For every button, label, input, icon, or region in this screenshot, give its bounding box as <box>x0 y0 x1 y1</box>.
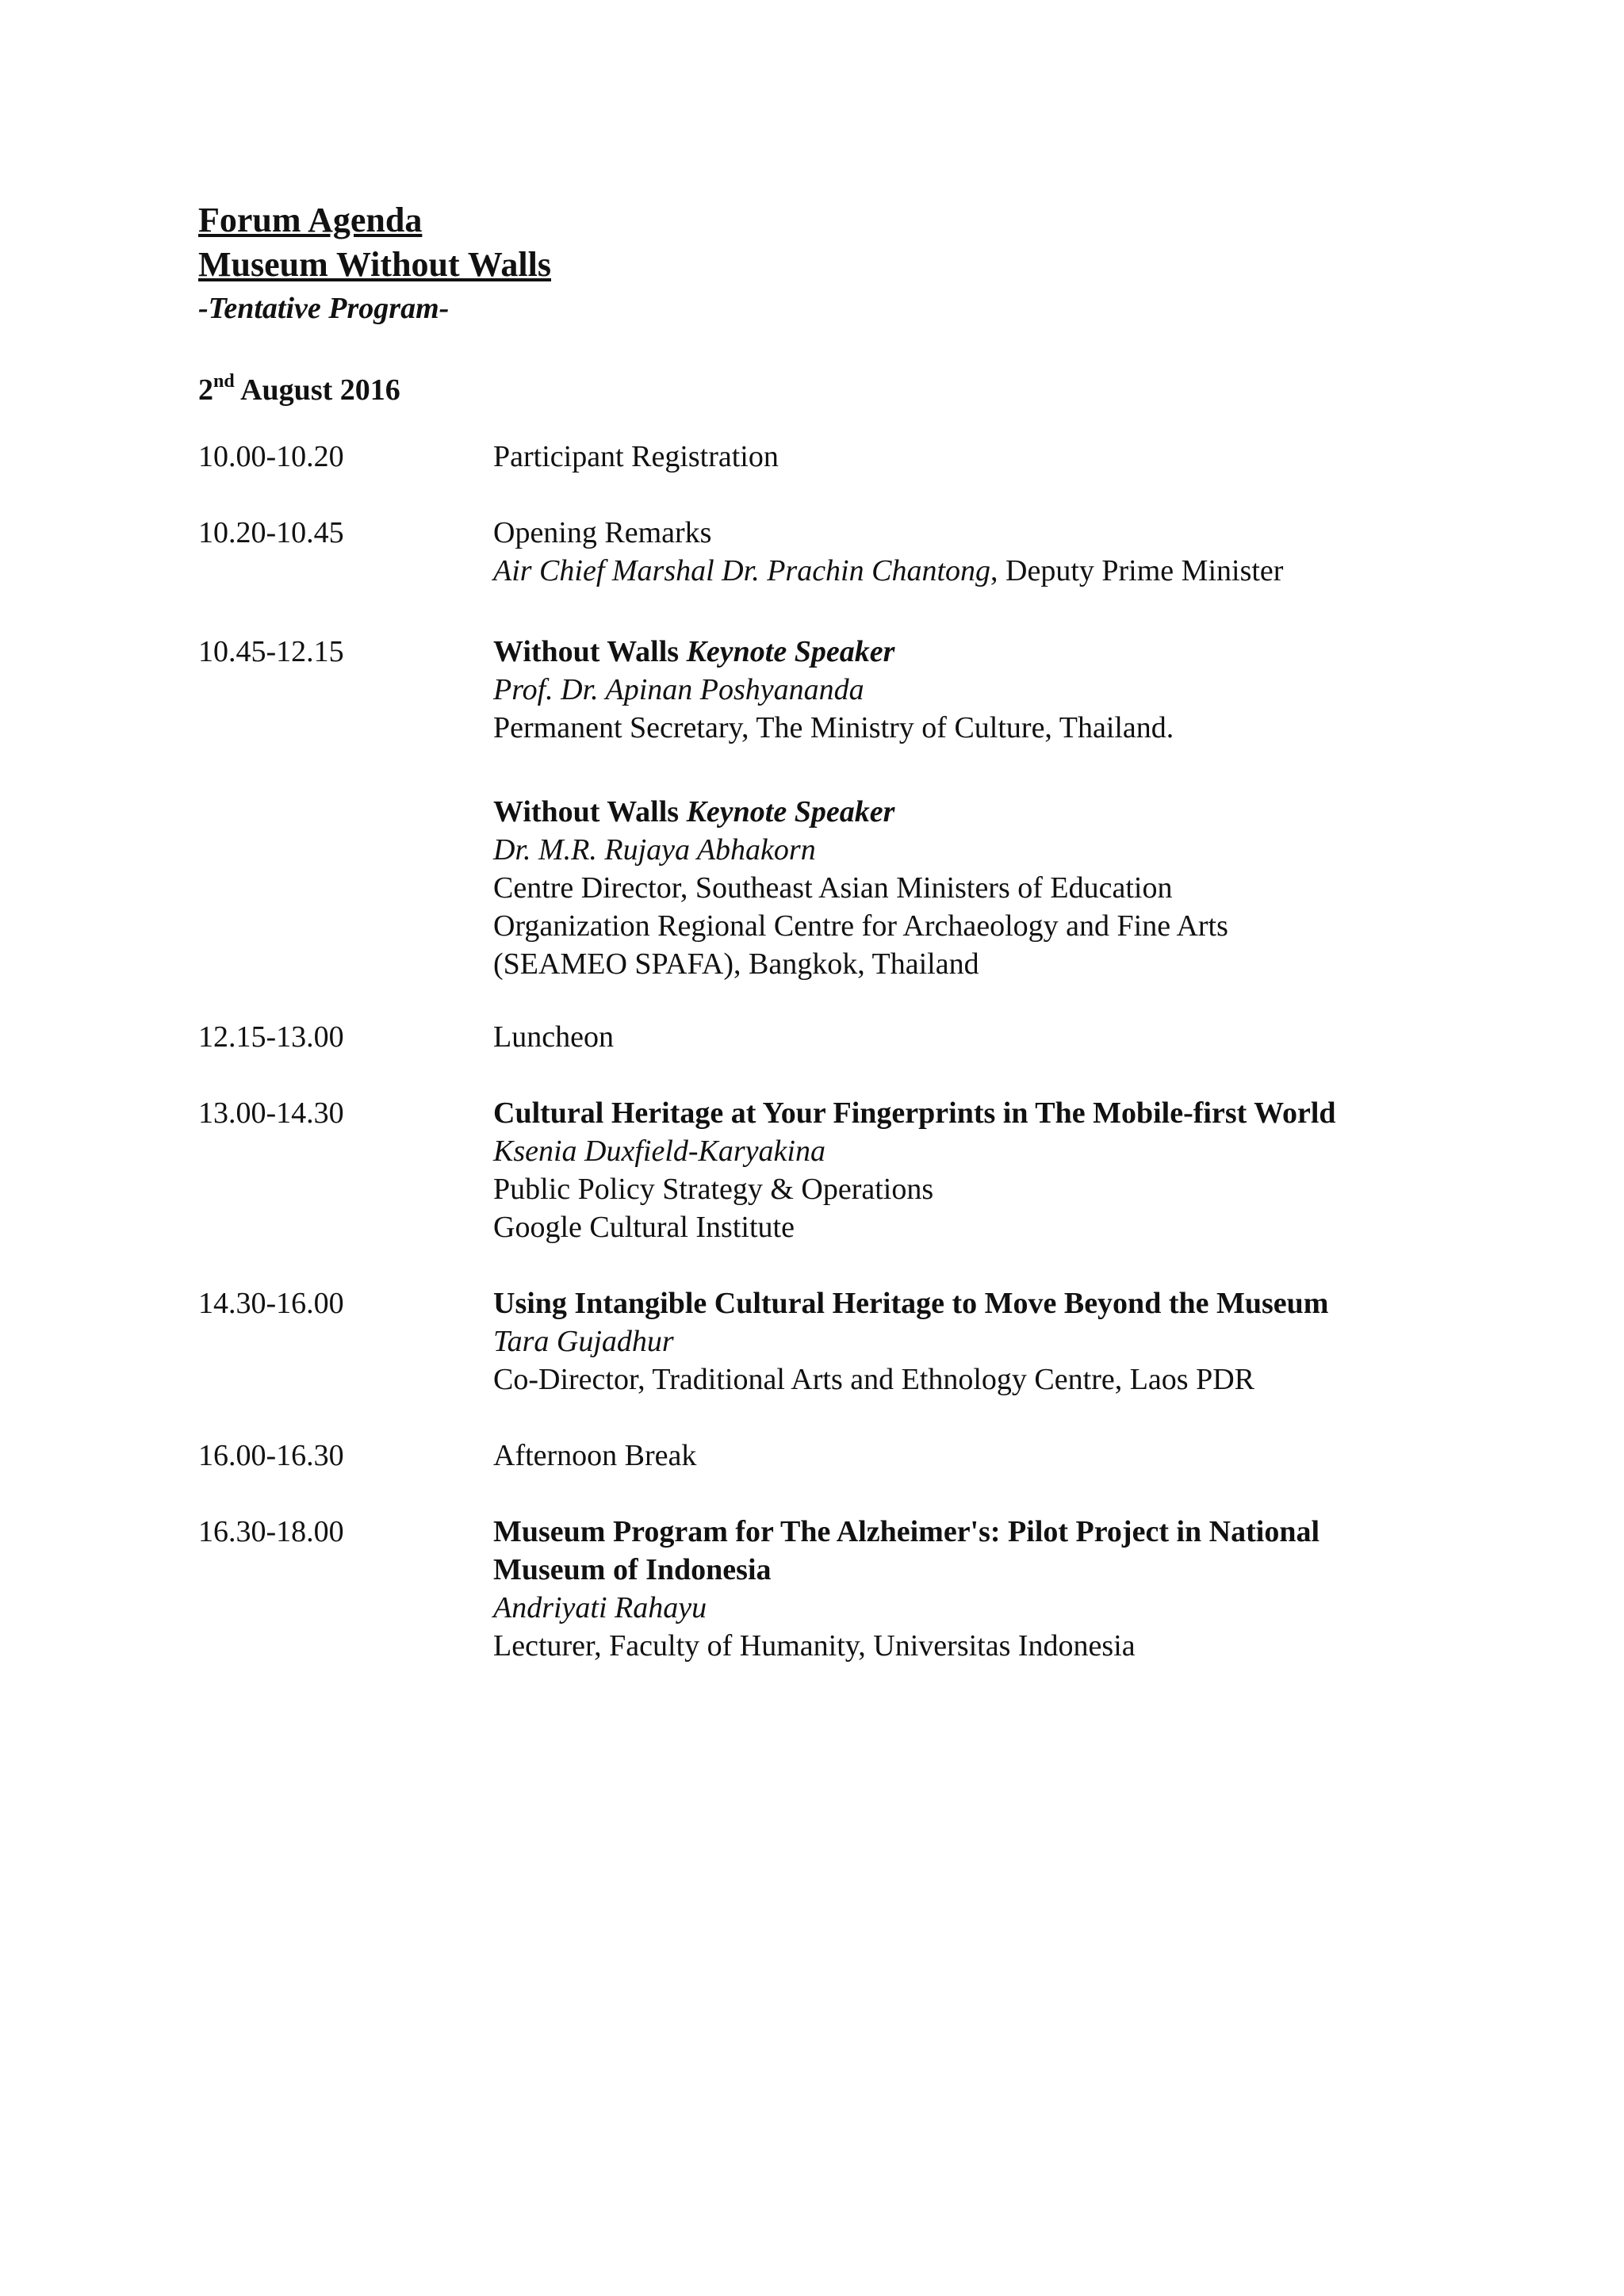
agenda-speaker: Prof. Dr. Apinan Poshyananda <box>493 673 864 706</box>
agenda-title: Museum of Indonesia <box>493 1553 772 1586</box>
date-month-year: August 2016 <box>240 373 400 407</box>
agenda-affiliation: Public Policy Strategy & Operations <box>493 1173 934 1206</box>
agenda-time: 14.30-16.00 <box>198 1287 344 1320</box>
agenda-speaker: Ksenia Duxfield-Karyakina <box>493 1135 825 1168</box>
agenda-affiliation: (SEAMEO SPAFA), Bangkok, Thailand <box>493 947 979 981</box>
agenda-title: Museum Program for The Alzheimer's: Pilot Project in National <box>493 1515 1320 1548</box>
agenda-affiliation: Lecturer, Faculty of Humanity, Universitas Indonesia <box>493 1629 1136 1663</box>
agenda-speaker: Andriyati Rahayu <box>493 1591 707 1624</box>
agenda-title: Using Intangible Cultural Heritage to Move Beyond the Museum <box>493 1287 1329 1320</box>
agenda-time: 10.45-12.15 <box>198 635 344 668</box>
agenda-time: 16.00-16.30 <box>198 1439 344 1472</box>
agenda-affiliation: Permanent Secretary, The Ministry of Culture, Thailand. <box>493 711 1174 744</box>
agenda-time: 13.00-14.30 <box>198 1096 344 1130</box>
agenda-title: Luncheon <box>493 1020 614 1054</box>
agenda-title: Participant Registration <box>493 440 779 473</box>
agenda-title: Afternoon Break <box>493 1439 697 1472</box>
date-suffix: nd <box>213 371 235 392</box>
document-title: Forum Agenda <box>198 201 423 239</box>
event-date <box>198 362 400 410</box>
agenda-affiliation: Google Cultural Institute <box>493 1211 795 1244</box>
agenda-title-bolditalic: Keynote Speaker <box>686 635 895 668</box>
agenda-title: Cultural Heritage at Your Fingerprints in The Mobile-first World <box>493 1096 1336 1130</box>
agenda-time: 12.15-13.00 <box>198 1020 344 1054</box>
agenda-speaker: Tara Gujadhur <box>493 1325 674 1358</box>
agenda-time: 16.30-18.00 <box>198 1515 344 1548</box>
agenda-title-bold: Without Walls <box>493 635 680 668</box>
date-day: 2 <box>198 373 213 407</box>
agenda-title-bolditalic: Keynote Speaker <box>686 795 895 828</box>
event-title: Museum Without Walls <box>198 245 552 284</box>
agenda-speaker: Air Chief Marshal Dr. Prachin Chantong <box>493 554 991 587</box>
program-subtitle: -Tentative Program- <box>198 292 450 325</box>
agenda-speaker-line <box>493 552 1588 590</box>
agenda-time: 10.20-10.45 <box>198 516 344 549</box>
agenda-affiliation: Centre Director, Southeast Asian Ministers of Education <box>493 871 1173 905</box>
agenda-affiliation: Organization Regional Centre for Archaeology and Fine Arts <box>493 909 1228 943</box>
agenda-title <box>493 633 1588 671</box>
agenda-title-bold: Without Walls <box>493 795 680 828</box>
agenda-title <box>493 793 1588 831</box>
agenda-title: Opening Remarks <box>493 516 712 549</box>
agenda-affiliation: Co-Director, Traditional Arts and Ethnology Centre, Laos PDR <box>493 1363 1255 1396</box>
agenda-time: 10.00-10.20 <box>198 440 344 473</box>
agenda-speaker-role: , Deputy Prime Minister <box>990 554 1284 587</box>
agenda-speaker: Dr. M.R. Rujaya Abhakorn <box>493 833 816 867</box>
